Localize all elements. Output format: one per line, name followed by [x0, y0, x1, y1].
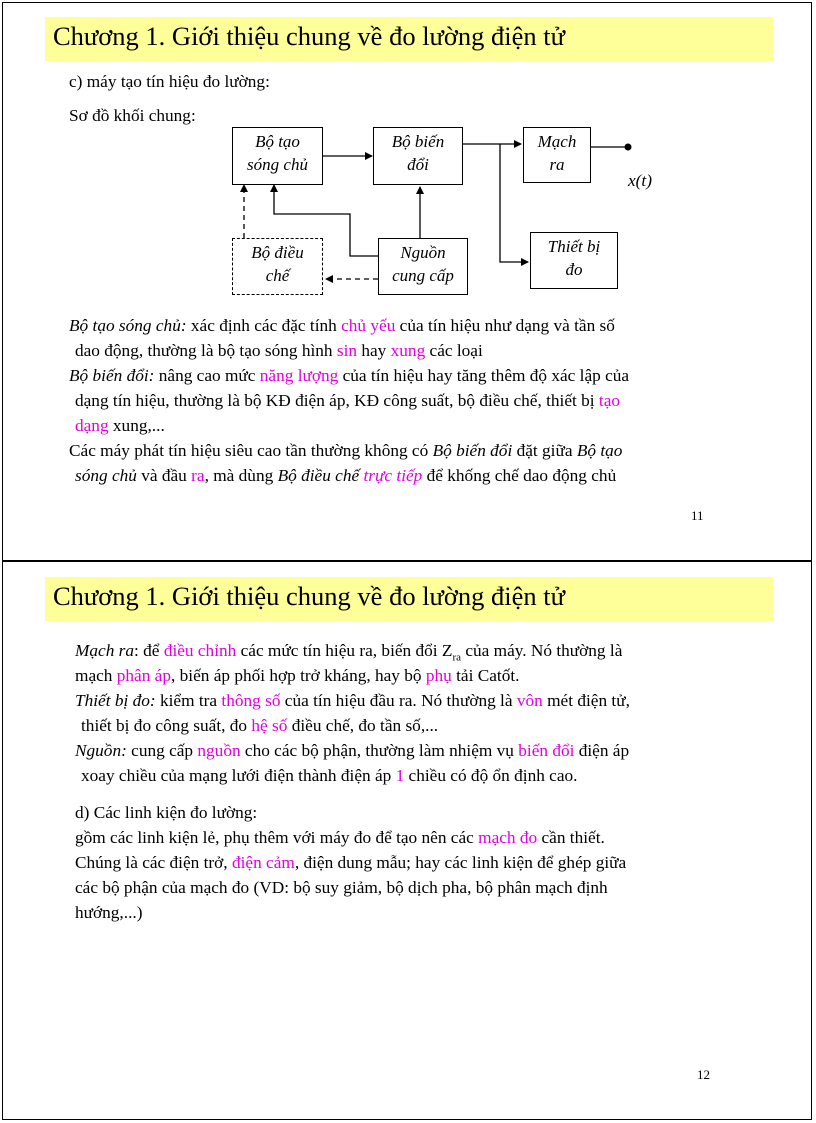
diagram-label: Sơ đồ khối chung:	[69, 106, 196, 125]
output-terminal-dot	[625, 144, 632, 151]
para-components-line3: các bộ phận của mạch đo (VD: bộ suy giảm, bộ dịch pha, bộ phân mạch định	[75, 878, 608, 897]
para-measuring-device-line2: thiết bị đo công suất, đo hệ số điều chế, đo tần số,...	[81, 716, 439, 735]
subheading: c) máy tạo tín hiệu đo lường:	[69, 72, 270, 91]
para-components-line1: gồm các linh kiện lẻ, phụ thêm với máy đo để tạo nên các mạch đo cần thiết.	[75, 828, 605, 847]
block-power-supply: Nguồn cung cấp	[378, 238, 468, 295]
slide-12	[2, 561, 812, 1120]
para-microwave-line2: sóng chủ và đầu ra, mà dùng Bộ điều chế trực tiếp để khống chế dao động chủ	[75, 466, 617, 485]
para-master-oscillator-line1: Bộ tạo sóng chủ: xác định các đặc tính chủ yếu của tín hiệu như dạng và tần số	[69, 316, 615, 335]
slide-11	[2, 2, 812, 561]
para-components-line4: hướng,...)	[75, 903, 143, 922]
para-microwave-line1: Các máy phát tín hiệu siêu cao tần thường không có Bộ biến đổi đặt giữa Bộ tạo	[69, 441, 623, 460]
para-converter-line3: dạng xung,...	[75, 416, 165, 435]
para-power-line1: Nguồn: cung cấp nguồn cho các bộ phận, thường làm nhiệm vụ biến đổi điện áp	[75, 741, 630, 760]
slide-title: Chương 1. Giới thiệu chung về đo lường điện tử	[53, 581, 566, 611]
slide-title: Chương 1. Giới thiệu chung về đo lường điện tử	[53, 21, 566, 51]
page-number: 12	[697, 1067, 710, 1082]
para-output-circuit-line2: mạch phân áp, biến áp phối hợp trở kháng, hay bộ phụ tải Catốt.	[75, 666, 520, 685]
subheading: d) Các linh kiện đo lường:	[75, 803, 258, 822]
block-converter: Bộ biến đổi	[373, 127, 463, 185]
page-number: 11	[691, 508, 704, 523]
para-power-line2: xoay chiều của mạng lưới điện thành điện áp 1 chiều có độ ổn định cao.	[81, 766, 578, 785]
para-measuring-device-line1: Thiết bị đo: kiểm tra thông số của tín hiệu đầu ra. Nó thường là vôn mét điện tử,	[75, 691, 630, 710]
output-signal-label: x(t)	[628, 171, 652, 190]
para-components-line2: Chúng là các điện trở, điện cảm, điện dung mẫu; hay các linh kiện để ghép giữa	[75, 853, 627, 872]
block-measuring-device: Thiết bị đo	[530, 232, 618, 289]
block-modulator: Bộ điều chế	[232, 238, 323, 295]
block-master-oscillator: Bộ tạo sóng chủ	[232, 127, 323, 185]
title-band	[45, 577, 773, 621]
block-output-circuit: Mạch ra	[523, 127, 591, 183]
para-output-circuit-line1: Mạch ra: để điều chỉnh các mức tín hiệu ra, biến đổi $Z_{ra}$ của máy. Nó thường là	[75, 641, 623, 664]
para-converter-line1: Bộ biến đổi: nâng cao mức năng lượng của tín hiệu hay tăng thêm độ xác lập của	[69, 366, 630, 385]
para-converter-line2: dạng tín hiệu, thường là bộ KĐ điện áp, KĐ công suất, bộ điều chế, thiết bị tạo	[75, 391, 621, 410]
para-master-oscillator-line2: dao động, thường là bộ tạo sóng hình sin hay xung các loại	[75, 341, 483, 360]
